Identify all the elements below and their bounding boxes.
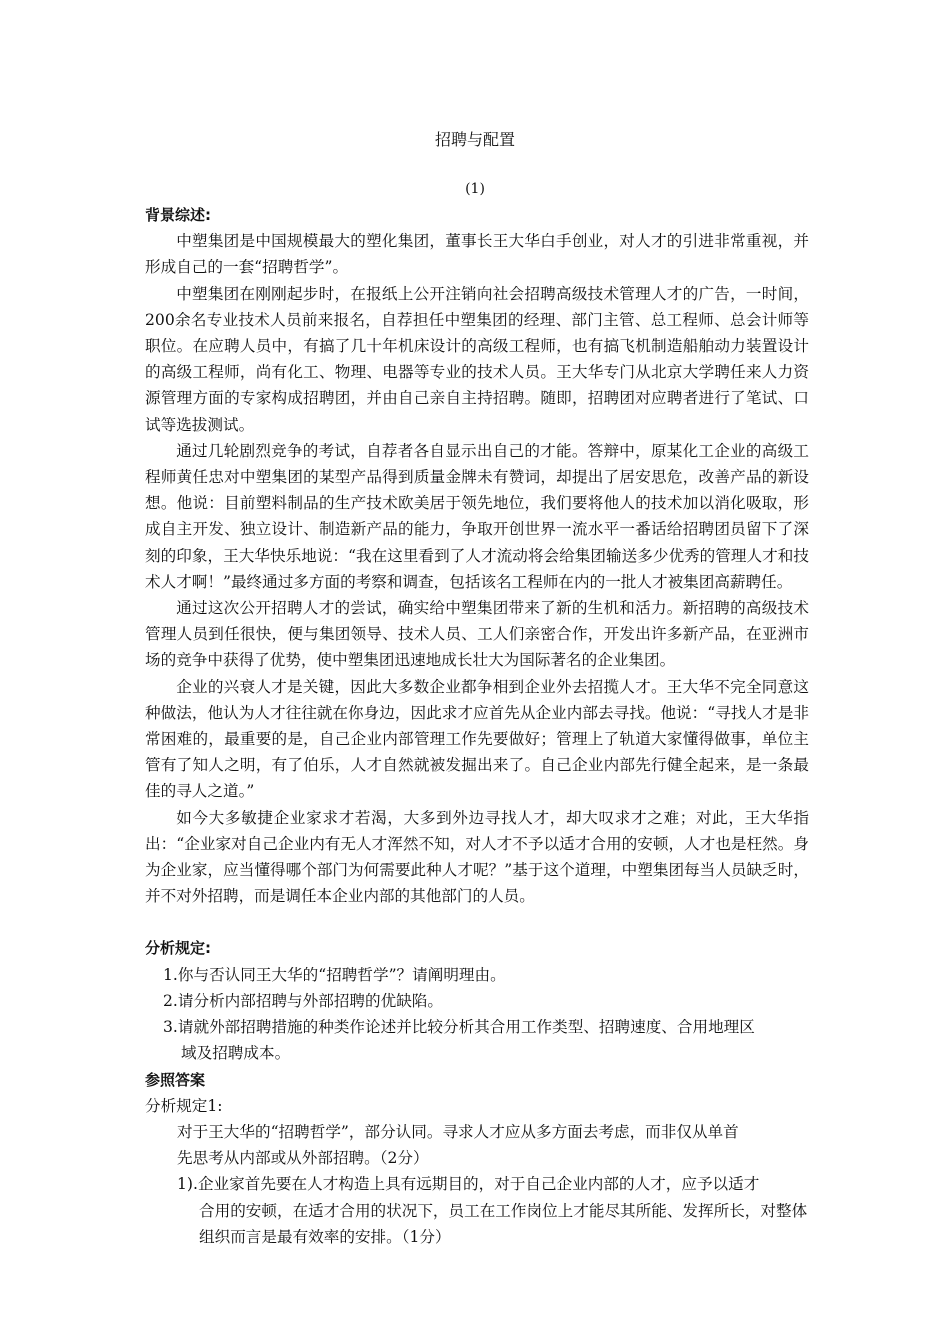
background-paragraph-2: 中塑集团在刚刚起步时，在报纸上公开注销向社会招聘高级技术管理人才的广告，一时间，200余名专业技术人员前来报名，自荐担任中塑集团的经理、部门主管、总工程师、总会计师等职位。在应聘人员中，有搞了几十年机床设计的高级工程师，也有搞飞机制造船舶动力装置设计的高级工程师，尚有化工、物理、电器等专业的技术人员。王大华专门从北京大学聘任来人力资源管理方面的专家构成招聘团，并由自己亲自主持招聘。随即，招聘团对应聘者进行了笔试、口试等选拔测试。: [145, 284, 809, 434]
analysis-heading: 分析规定:: [145, 939, 211, 958]
answer-point-1-line-1: 1).企业家首先要在人才构造上具有远期目的，对于自己企业内部的人才，应予以适才: [177, 1175, 760, 1194]
answers-heading: 参照答案: [145, 1070, 206, 1089]
document-title: 招聘与配置: [434, 130, 515, 149]
background-paragraph-3: 通过几轮剧烈竞争的考试，自荐者各自显示出自己的才能。答辩中，原某化工企业的高级工程师黄任忠对中塑集团的某型产品得到质量金牌未有赞词，却提出了居安思危，改善产品的新设想。他说：目前塑料制品的生产技术欧美居于领先地位，我们要将他人的技术加以消化吸取，形成自主开发、独立设计、制造新产品的能力，争取开创世界一流水平一番话给招聘团员留下了深刻的印象，王大华快乐地说：“我在这里看到了人才流动将会给集团输送多少优秀的管理人才和技术人才啊！”最终通过多方面的考察和调查，包括该名工程师在内的一批人才被集团高薪聘任。: [145, 441, 809, 591]
background-paragraph-1: 中塑集团是中国规模最大的塑化集团，董事长王大华白手创业，对人才的引进非常重视，并形成自己的一套“招聘哲学”。: [145, 232, 809, 277]
answer-label: 分析规定1:: [145, 1096, 223, 1115]
document-body: [145, 202, 809, 1250]
answer-intro-line-1: 对于王大华的“招聘哲学”，部分认同。寻求人才应从多方面去考虑，而非仅从单首: [177, 1122, 739, 1141]
background-paragraph-4: 通过这次公开招聘人才的尝试，确实给中塑集团带来了新的生机和活力。新招聘的高级技术管理人员到任很快，便与集团领导、技术人员、工人们亲密合作，开发出许多新产品，在亚洲市场的竞争中获得了优势，使中塑集团迅速地成长壮大为国际著名的企业集团。: [145, 599, 809, 670]
section-number: (1): [465, 181, 485, 197]
background-paragraph-6: 如今大多敏捷企业家求才若渴，大多到外边寻找人才，却大叹求才之难；对此，王大华指出：“企业家对自己企业内有无人才浑然不知，对人才不予以适才合用的安顿，人才也是枉然。身为企业家，应当懂得哪个部门为何需要此种人才呢？”基于这个道理，中塑集团每当人员缺乏时，并不对外招聘，而是调任本企业内部的其他部门的人员。: [145, 808, 809, 906]
question-1: 1.你与否认同王大华的“招聘哲学”？请阐明理由。: [163, 965, 506, 984]
question-3-line-1: 3.请就外部招聘措施的种类作论述并比较分析其合用工作类型、招聘速度、合用地理区: [163, 1018, 755, 1037]
question-3: [163, 1014, 809, 1066]
spacer: [145, 909, 809, 935]
answer-point-1-rest: 合用的安顿，在适才合用的状况下，员工在工作岗位上才能尽其所能、发挥所长，对整体组织而言是最有效率的安排。（1分）: [199, 1201, 808, 1246]
answer-point-1: [177, 1171, 809, 1250]
answer-intro-line-2: 先思考从内部或从外部招聘。（2分）: [177, 1149, 429, 1168]
background-heading: 背景综述:: [145, 206, 211, 224]
answer-intro: [177, 1119, 809, 1171]
question-3-line-2: 域及招聘成本。: [181, 1044, 291, 1063]
question-2: 2.请分析内部招聘与外部招聘的优缺陷。: [163, 991, 443, 1010]
background-paragraph-5: 企业的兴衰人才是关键，因此大多数企业都争相到企业外去招揽人才。王大华不完全同意这种做法，他认为人才往往就在你身边，因此求才应首先从企业内部去寻找。他说：“寻找人才是非常困难的，最重要的是，自己企业内部管理工作先要做好；管理上了轨道大家懂得做事，单位主管有了知人之明，有了伯乐，人才自然就被发掘出来了。自己企业内部先行健全起来，是一条最佳的寻人之道。”: [145, 677, 809, 801]
